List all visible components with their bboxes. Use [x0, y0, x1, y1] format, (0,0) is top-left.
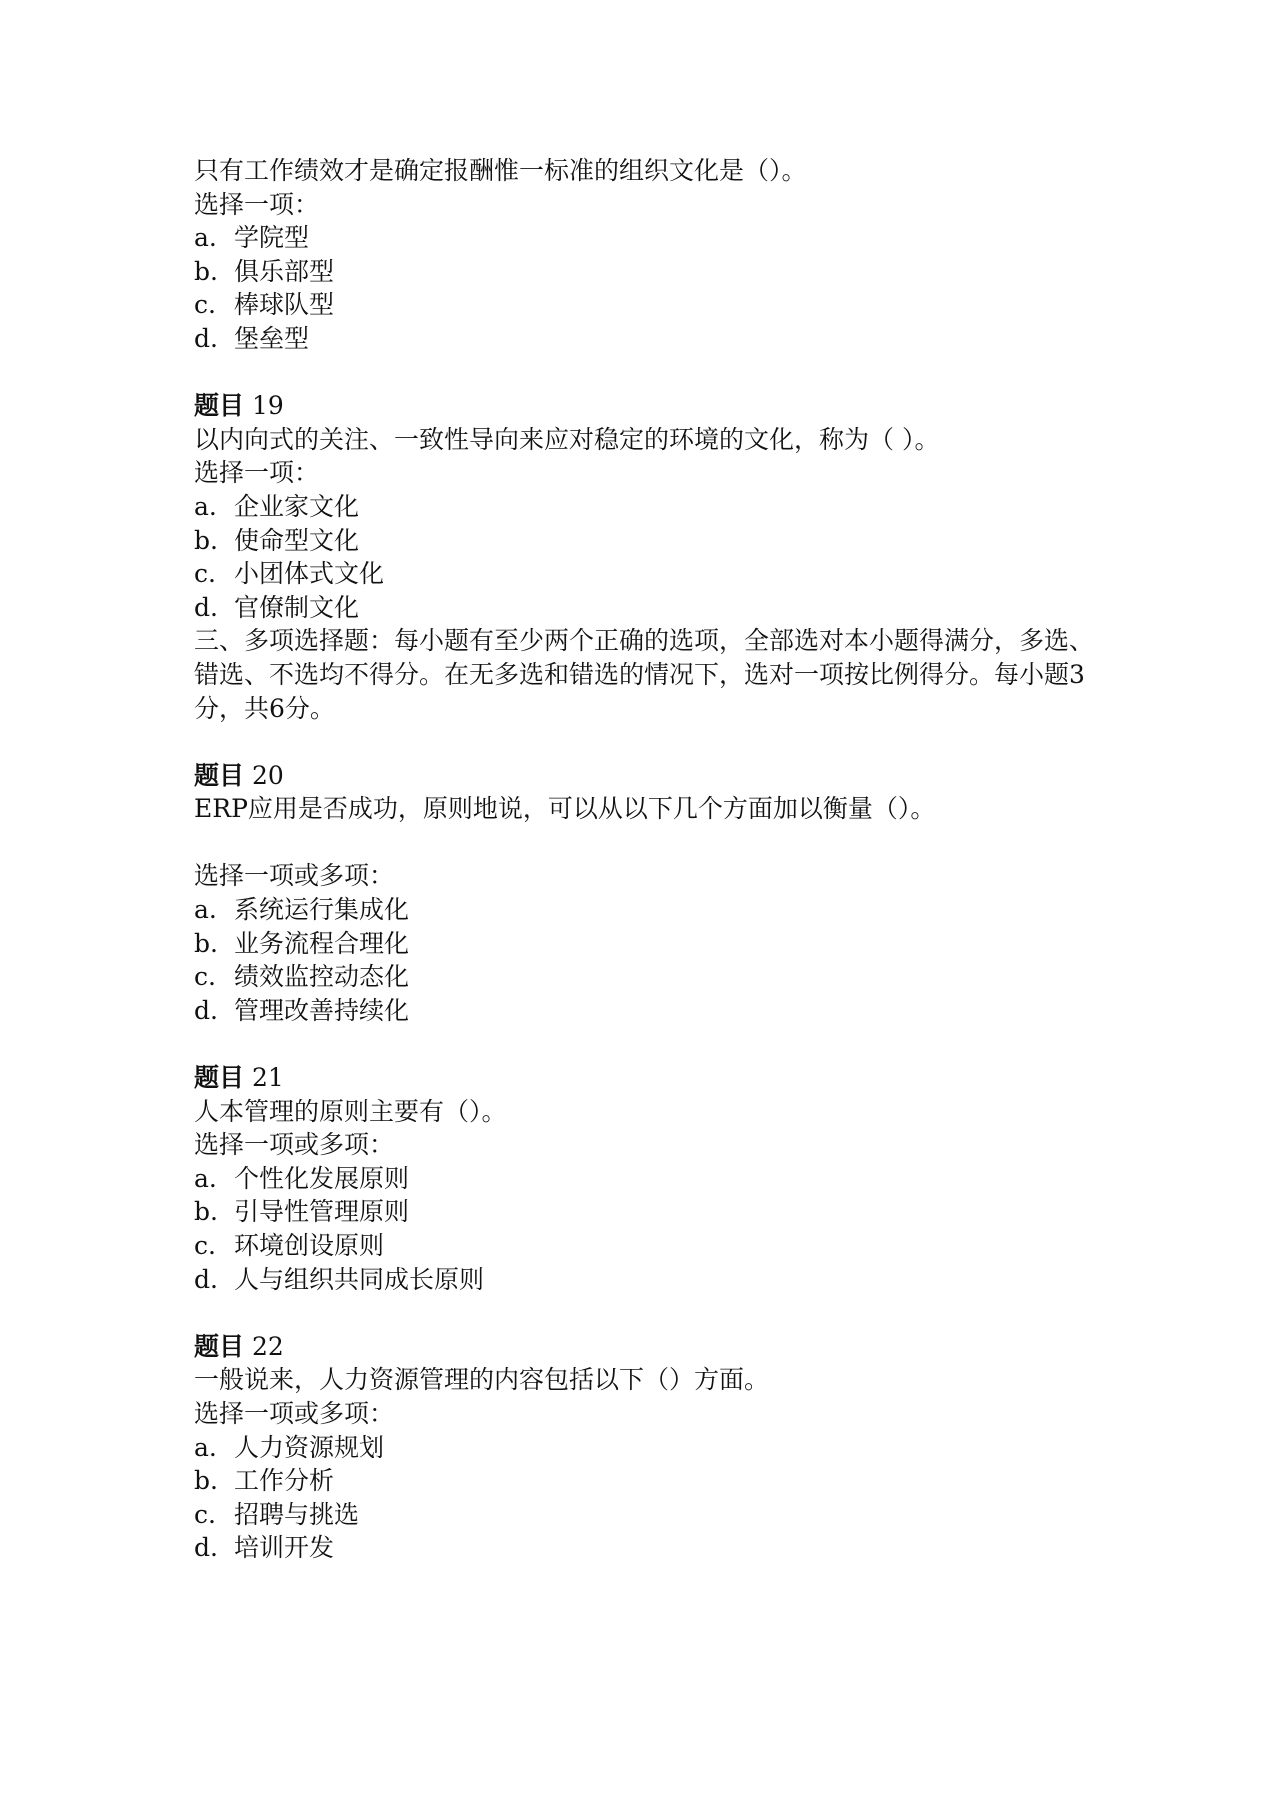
option-d	[194, 591, 1114, 625]
option-letter: c.	[194, 1499, 216, 1529]
question-keyword: 题目	[194, 760, 245, 790]
option-text: 培训开发	[234, 1533, 335, 1563]
option-b	[194, 524, 1114, 558]
option-text: 系统运行集成化	[234, 895, 410, 925]
option-b	[194, 255, 1114, 289]
option-text: 人与组织共同成长原则	[234, 1264, 485, 1294]
question-21	[194, 1061, 1114, 1296]
option-text: 官僚制文化	[234, 592, 360, 622]
option-text: 学院型	[234, 223, 310, 253]
option-c	[194, 960, 1114, 994]
option-text: 绩效监控动态化	[234, 962, 410, 992]
question-18	[194, 154, 1114, 356]
option-text: 堡垒型	[234, 323, 310, 353]
question-instruction: 选择一项：	[194, 458, 320, 488]
option-text: 业务流程合理化	[234, 928, 410, 958]
question-instruction: 选择一项：	[194, 189, 320, 219]
option-text: 俱乐部型	[234, 256, 335, 286]
option-letter: b.	[194, 256, 218, 286]
option-b	[194, 1464, 1114, 1498]
option-letter: a.	[194, 1432, 217, 1462]
question-title	[194, 389, 1114, 423]
option-text: 管理改善持续化	[234, 995, 410, 1025]
option-text: 人力资源规划	[234, 1432, 385, 1462]
spacer	[194, 1296, 1114, 1330]
question-title	[194, 759, 1114, 793]
option-c	[194, 1229, 1114, 1263]
question-stem: 一般说来，人力资源管理的内容包括以下（）方面。	[194, 1365, 770, 1395]
option-b	[194, 1195, 1114, 1229]
option-letter: b.	[194, 928, 218, 958]
option-letter: c.	[194, 962, 216, 992]
option-a	[194, 893, 1114, 927]
option-a	[194, 1431, 1114, 1465]
option-letter: c.	[194, 290, 216, 320]
option-text: 工作分析	[234, 1466, 335, 1496]
option-letter: c.	[194, 1231, 216, 1260]
question-number: 21	[251, 1063, 284, 1093]
question-keyword: 题目	[194, 391, 245, 421]
option-c	[194, 1498, 1114, 1532]
option-text: 小团体式文化	[234, 559, 385, 589]
document-page	[194, 154, 1114, 1565]
question-number: 19	[251, 391, 284, 421]
option-letter: d.	[194, 323, 218, 353]
option-a	[194, 1162, 1114, 1196]
option-letter: a.	[194, 491, 217, 521]
option-text: 企业家文化	[234, 491, 360, 521]
option-letter: b.	[194, 1197, 218, 1227]
option-letter: c.	[194, 559, 216, 589]
spacer	[194, 1027, 1114, 1061]
option-text: 个性化发展原则	[234, 1163, 410, 1193]
question-20	[194, 759, 1114, 1028]
option-d	[194, 322, 1114, 356]
option-c	[194, 557, 1114, 591]
option-d	[194, 1263, 1114, 1297]
question-keyword: 题目	[194, 1063, 245, 1093]
option-text: 棒球队型	[234, 290, 335, 320]
option-letter: a.	[194, 1163, 217, 1193]
question-stem: ERP应用是否成功，原则地说，可以从以下几个方面加以衡量（）。	[194, 794, 936, 824]
question-title	[194, 1330, 1114, 1364]
option-d	[194, 994, 1114, 1028]
spacer	[194, 826, 1114, 860]
option-text: 使命型文化	[234, 525, 360, 555]
spacer	[194, 356, 1114, 390]
option-letter: d.	[194, 1533, 218, 1563]
option-letter: d.	[194, 1264, 218, 1294]
option-text: 招聘与挑选	[234, 1499, 360, 1529]
option-b	[194, 927, 1114, 961]
option-a	[194, 221, 1114, 255]
question-keyword: 题目	[194, 1331, 245, 1361]
option-letter: a.	[194, 895, 217, 925]
question-number: 20	[251, 760, 284, 790]
option-letter: d.	[194, 592, 218, 622]
section-heading-multiple-choice: 三、多项选择题：每小题有至少两个正确的选项，全部选对本小题得满分，多选、错选、不选均不得分。在无多选和错选的情况下，选对一项按比例得分。每小题3分，共6分。	[194, 626, 1095, 723]
option-text: 环境创设原则	[234, 1231, 385, 1260]
question-instruction: 选择一项或多项：	[194, 1130, 395, 1160]
question-number: 22	[251, 1331, 284, 1361]
question-instruction: 选择一项或多项：	[194, 861, 395, 891]
option-letter: b.	[194, 525, 218, 555]
spacer	[194, 725, 1114, 759]
option-letter: a.	[194, 223, 217, 253]
option-letter: b.	[194, 1466, 218, 1496]
question-stem: 人本管理的原则主要有（）。	[194, 1096, 507, 1126]
option-a	[194, 490, 1114, 524]
question-stem: 只有工作绩效才是确定报酬惟一标准的组织文化是（）。	[194, 156, 807, 185]
question-title	[194, 1061, 1114, 1095]
question-19	[194, 389, 1114, 624]
option-c	[194, 288, 1114, 322]
question-stem: 以内向式的关注、一致性导向来应对稳定的环境的文化，称为（ ）。	[194, 424, 940, 454]
question-22	[194, 1330, 1114, 1565]
option-text: 引导性管理原则	[234, 1197, 410, 1227]
question-instruction: 选择一项或多项：	[194, 1398, 395, 1428]
option-letter: d.	[194, 995, 218, 1025]
option-d	[194, 1531, 1114, 1565]
